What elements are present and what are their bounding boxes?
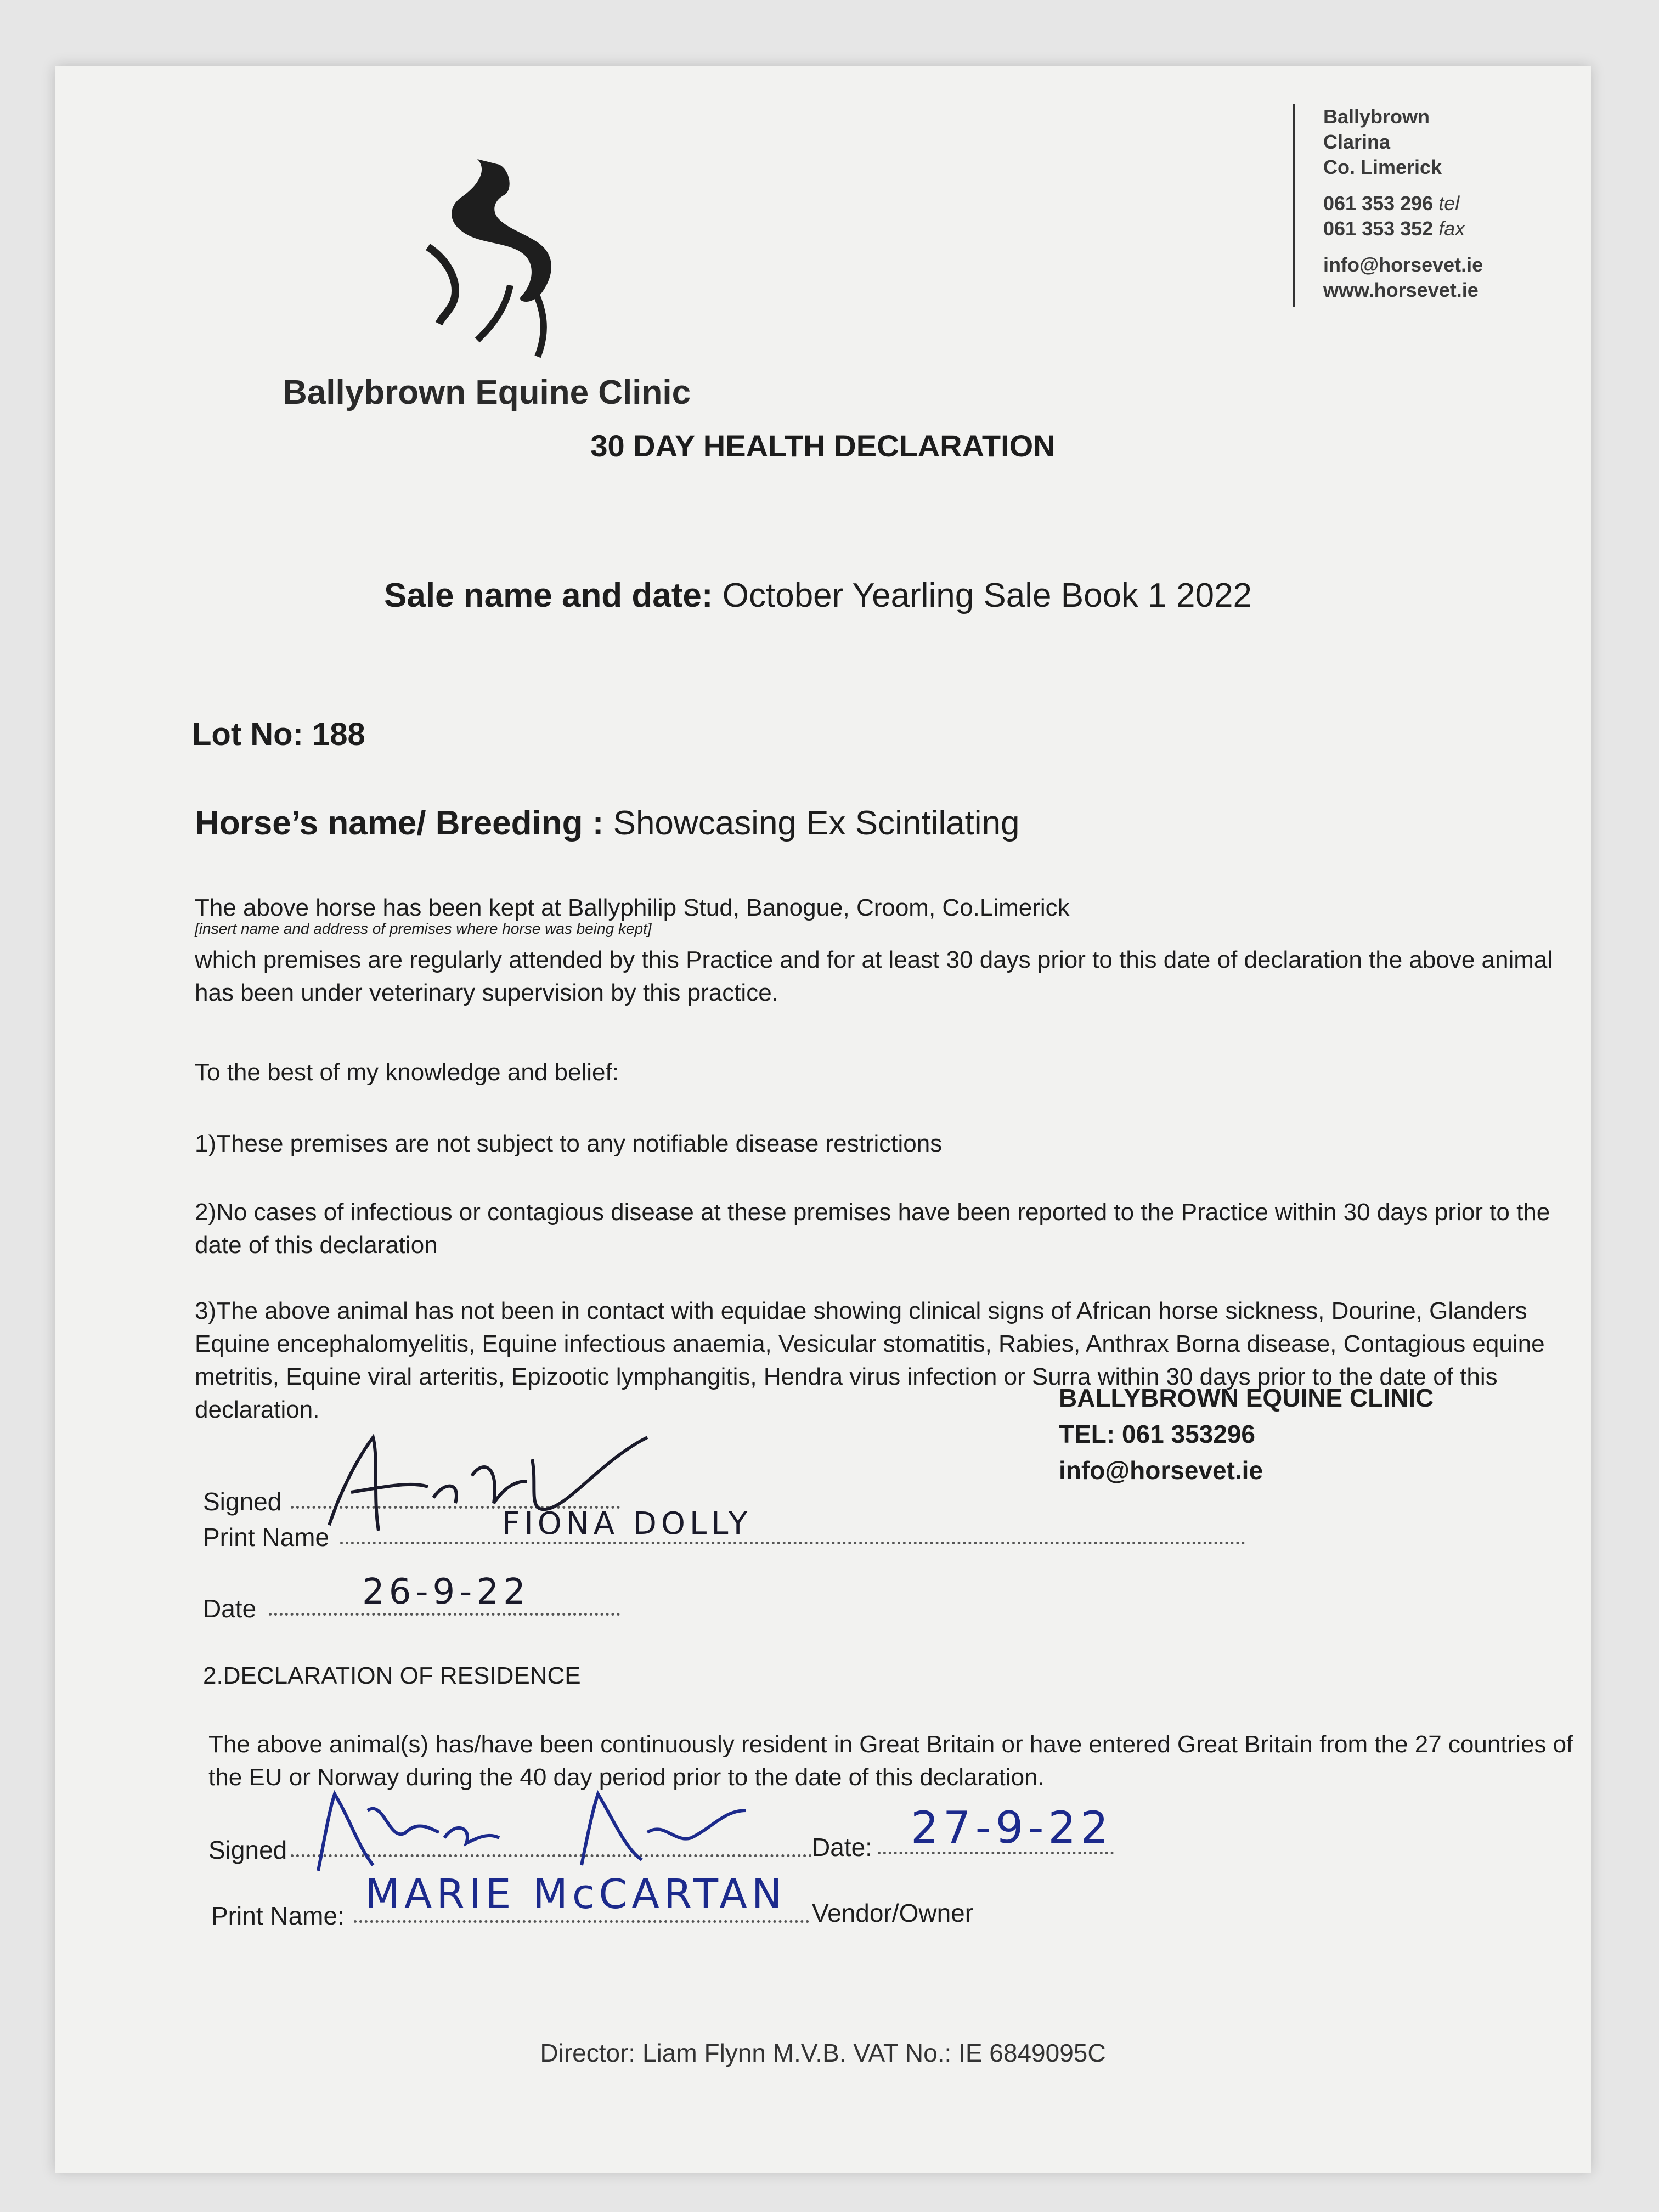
owner-date-label: Date: [812, 1833, 872, 1861]
kept-at-text: The above horse has been kept at Ballyphilip Stud, Banogue, Croom, Co.Limerick [195, 894, 1070, 921]
lot-label: Lot No: [192, 716, 303, 752]
belief-text: To the best of my knowledge and belief: [195, 1059, 619, 1086]
point-3: 3)The above animal has not been in contact with equidae showing clinical signs of African horse sickness, Dourine, Glanders Equine encephalomyelitis, Equine infectious anaemia, Vesicular stomatitis, Rabies, Anthrax Borna disease, Contagious equine metritis, Equine viral arteritis, Epizootic lymphangitis, Hendra virus infection or Surra within 30 days prior to the date of this declaration. [195, 1297, 1545, 1423]
point-2: 2)No cases of infectious or contagious disease at these premises have been reported to the Practice within 30 days prior to the date of this declaration [195, 1199, 1550, 1259]
tel-line [1323, 191, 1459, 216]
vet-date-line [269, 1613, 620, 1616]
horse-value: Showcasing Ex Scintilating [603, 804, 1020, 842]
insert-note: [insert name and address of premises where horse was being kept] [195, 920, 652, 937]
stamp-line-1: BALLYBROWN EQUINE CLINIC [1059, 1384, 1434, 1412]
lot-value: 188 [303, 716, 365, 752]
horse-line [195, 804, 1020, 843]
horse-logo-icon [395, 148, 592, 379]
residence-heading: 2.DECLARATION OF RESIDENCE [203, 1662, 581, 1689]
fax-number: 061 353 352 [1323, 217, 1434, 240]
address-line-1: Ballybrown [1323, 105, 1430, 128]
sale-label: Sale name and date: [384, 577, 713, 614]
owner-print-name-line [354, 1920, 809, 1923]
owner-print-name-value: MARIE McCARTAN [365, 1871, 787, 1918]
header-divider [1293, 104, 1295, 307]
tel-suffix: tel [1438, 192, 1460, 215]
point-1: 1)These premises are not subject to any notifiable disease restrictions [195, 1130, 943, 1157]
address-line-3: Co. Limerick [1323, 156, 1442, 178]
document-title: 30 DAY HEALTH DECLARATION [590, 428, 1056, 463]
address-line-2: Clarina [1323, 131, 1391, 153]
stamp-line-3: info@horsevet.ie [1059, 1456, 1263, 1485]
owner-role: Vendor/Owner [812, 1899, 974, 1927]
owner-signed-label: Signed [208, 1836, 287, 1864]
fax-line [1323, 216, 1465, 241]
lot-line [192, 716, 365, 753]
director-footer: Director: Liam Flynn M.V.B. VAT No.: IE 6849095C [540, 2039, 1106, 2067]
declaration-page [55, 66, 1591, 2172]
owner-signature-drawing [307, 1778, 801, 1876]
fax-suffix: fax [1438, 217, 1465, 240]
residence-text: The above animal(s) has/have been continuously resident in Great Britain or have entered Great Britain from the 27 countries of the EU or Norway during the 40 day period prior to the date of this declaration. [208, 1731, 1573, 1791]
vet-date-label: Date [203, 1594, 257, 1623]
vet-date-value: 26-9-22 [362, 1572, 530, 1612]
sale-value: October Yearling Sale Book 1 2022 [713, 577, 1252, 614]
vet-print-name-line [340, 1542, 1245, 1544]
vet-print-name-label: Print Name [203, 1523, 330, 1551]
email-link[interactable]: info@horsevet.ie [1323, 253, 1483, 276]
supervision-text: which premises are regularly attended by this Practice and for at least 30 days prior to this date of declaration the above animal has been under veterinary supervision by this practice. [195, 946, 1553, 1006]
stamp-line-2: TEL: 061 353296 [1059, 1420, 1256, 1448]
owner-print-name-label: Print Name: [211, 1901, 345, 1930]
web-link[interactable]: www.horsevet.ie [1323, 279, 1479, 301]
clinic-name: Ballybrown Equine Clinic [283, 374, 691, 411]
owner-date-value: 27-9-22 [911, 1802, 1113, 1853]
sale-line [384, 576, 1252, 615]
clinic-stamp [1059, 1380, 1434, 1488]
horse-label: Horse’s name/ Breeding : [195, 804, 604, 842]
vet-print-name-value: FIONA DOLLY [502, 1506, 752, 1542]
tel-number: 061 353 296 [1323, 192, 1434, 215]
vet-signed-label: Signed [203, 1487, 282, 1516]
